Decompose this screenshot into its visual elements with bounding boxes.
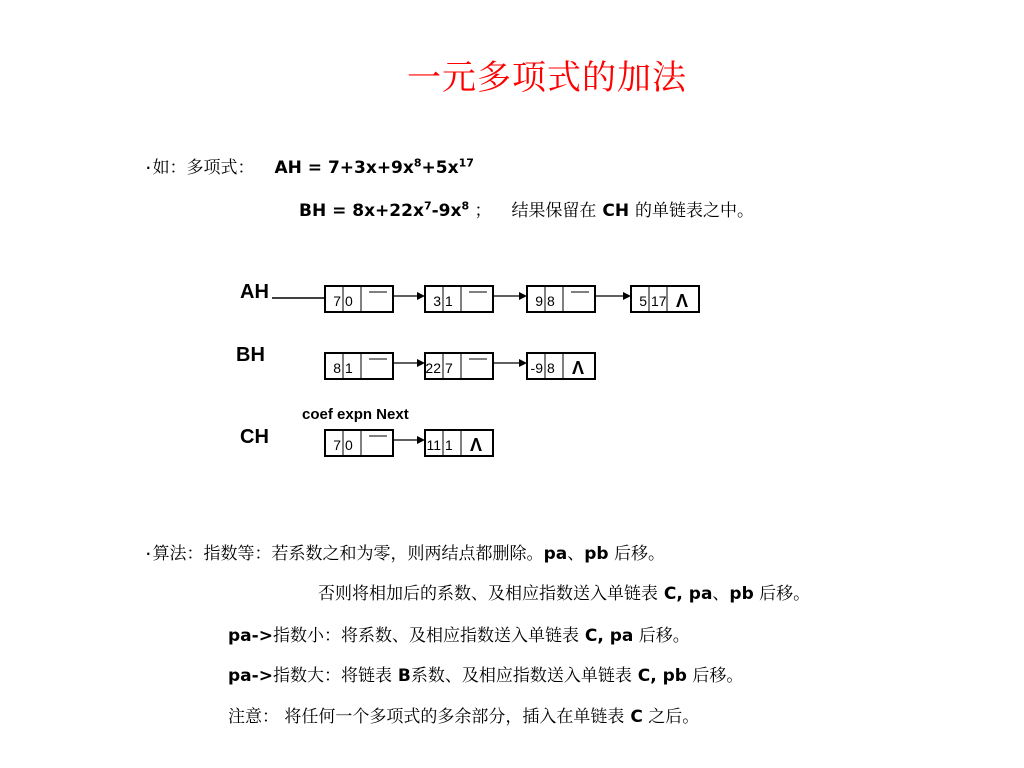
algorithm-line-2: 否则将相加后的系数、及相应指数送入单链表 C, pa、pb 后移。 bbox=[318, 584, 811, 604]
node-expn: 17 bbox=[651, 293, 667, 309]
arrow-head bbox=[519, 292, 527, 300]
null-pointer: Λ bbox=[469, 435, 483, 455]
bullet-marker: · bbox=[146, 161, 151, 175]
node-expn: 0 bbox=[345, 437, 353, 453]
node-coef: 11 bbox=[426, 437, 441, 453]
arrow-head bbox=[519, 359, 527, 367]
arrow-head bbox=[417, 359, 425, 367]
arrow-head bbox=[623, 292, 631, 300]
node-coef: -9 bbox=[530, 360, 543, 376]
node-coef: 9 bbox=[535, 293, 543, 309]
node-coef: 7 bbox=[333, 293, 341, 309]
algorithm-line-5: 注意： 将任何一个多项式的多余部分，插入在单链表 C 之后。 bbox=[228, 707, 700, 727]
example-prefix: 如：多项式： bbox=[152, 158, 255, 178]
node-expn: 8 bbox=[547, 293, 555, 309]
node-expn: 1 bbox=[445, 293, 453, 309]
node-coef: 22 bbox=[425, 360, 441, 376]
node-coef: 3 bbox=[433, 293, 441, 309]
ah-formula: AH = $7+3x+9x^8+5x^{17}$ bbox=[274, 156, 474, 178]
result-note: 结果保留在 CH 的单链表之中。 bbox=[511, 201, 754, 221]
arrow-head bbox=[417, 292, 425, 300]
null-pointer: Λ bbox=[571, 358, 585, 378]
node-field-caption: coef expn Next bbox=[302, 406, 409, 423]
algorithm-line-3: pa->指数小：将系数、及相应指数送入单链表 C, pa 后移。 bbox=[228, 626, 690, 646]
bh-separator: ； bbox=[469, 201, 492, 221]
node-expn: 0 bbox=[345, 293, 353, 309]
node-expn: 8 bbox=[547, 360, 555, 376]
node-expn: 1 bbox=[445, 437, 453, 453]
node-coef: 5 bbox=[639, 293, 647, 309]
bh-formula: BH = $8x+22x^7-9x^8$ bbox=[299, 199, 470, 221]
page-title: 一元多项式的加法 bbox=[407, 58, 687, 98]
arrow-head bbox=[417, 436, 425, 444]
algorithm-line-4: pa->指数大：将链表 B系数、及相应指数送入单链表 C, pb 后移。 bbox=[228, 666, 744, 686]
node-expn: 1 bbox=[345, 360, 353, 376]
null-pointer: Λ bbox=[675, 291, 689, 311]
node-expn: 7 bbox=[445, 360, 453, 376]
bullet-marker: · bbox=[146, 547, 151, 561]
list-label-ah: AH bbox=[240, 281, 269, 303]
list-label-bh: BH bbox=[236, 344, 265, 366]
list-label-ch: CH bbox=[240, 426, 269, 448]
algorithm-line-1: · 算法：指数等：若系数之和为零，则两结点都删除。pa、pb 后移。 bbox=[146, 544, 665, 564]
node-coef: 7 bbox=[333, 437, 341, 453]
node-coef: 8 bbox=[333, 360, 341, 376]
